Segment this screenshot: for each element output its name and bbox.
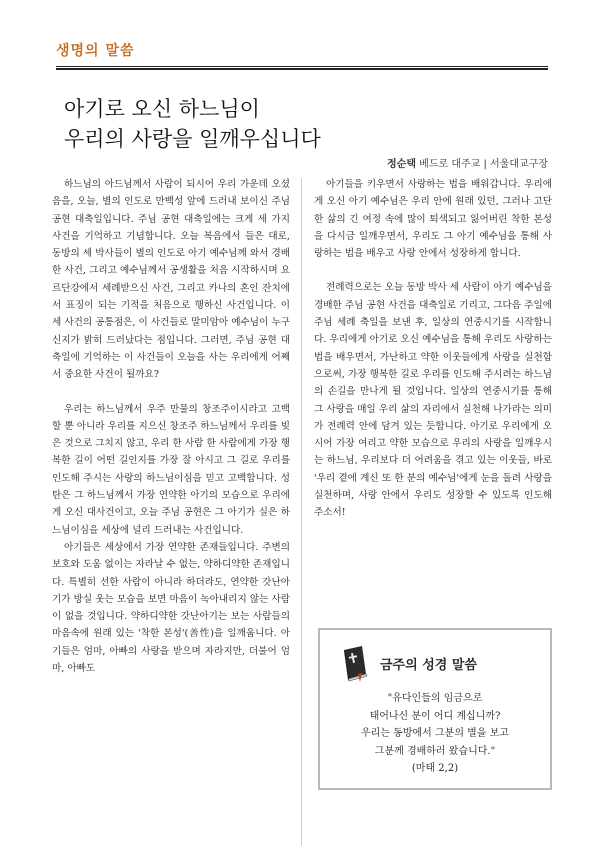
paragraph: 아기들은 세상에서 가장 연약한 존재들입니다. 주변의 보호와 도움 없이는 자라날 수 없는, 약하디약한 존재입니다. 특별히 선한 사람이 아니라 하더라도, 연약한 갓난아기가 방실 웃는 모습을 보면 마음이 녹아내리지 않는 사람이 없을 것입니다. 약하디약한 갓난아기는 보는 사람들의 마음속에 원래 있는 '착한 본성'(善性)을 일깨웁니다. 아기들은 엄마, 아빠의 사랑을 받으며 자라지만, 더불어 엄마, 아빠도: [52, 541, 290, 675]
header-rule: [56, 66, 548, 70]
bible-icon: [340, 644, 370, 682]
verse-citation: (마태 2,2): [411, 763, 459, 774]
byline: [387, 155, 548, 170]
section-tag: 생명의 말씀: [56, 43, 135, 59]
article-title: [64, 94, 321, 154]
paragraph: 하느님의 아드님께서 사람이 되시어 우리 가운데 오셨음을, 오늘, 별의 인도로 만백성 앞에 드러내 보이신 주님공현 대축일입니다. 주님 공현 대축일에는 크게 세 가지 사건을 기억하고 기념합니다. 오늘 복음에서 들은 대로, 동방의 세 박사들이 별의 인도로 아기 예수님께 와서 경배한 사건, 그리고 예수님께서 공생활을 처음 시작하시며 요르단강에서 세례받으신 사건, 그리고 카나의 혼인 잔치에서 표징이 되는 기적을 처음으로 행하신 사건입니다. 이 세 사건의 공통점은, 이 사건들로 말미암아 예수님이 누구신지가 밝히 드러났다는 점입니다. 그러면, 주님 공현 대축일에 기억하는 이 사건들이 오늘을 사는 우리에게 어째서 중요한 사건이 될까요?: [52, 179, 290, 381]
column-divider: [301, 178, 302, 846]
paragraph: 전례력으로는 오늘 동방 박사 세 사람이 아기 예수님을 경배한 주님 공현 사건을 대축일로 기리고, 그다음 주일에 주님 세례 축일을 보낸 후, 일상의 연중시기를 시작합니다. 우리에게 아기로 오신 예수님을 통해 우리도 사랑하는 법을 배우면서, 가난하고 약한 이웃들에게 사랑을 실천함으로써, 가장 행복한 길로 우리를 인도해 주시려는 하느님의 손길을 만나게 될 것입니다. 일상의 연중시기를 통해 그 사랑을 매일 우리 삶의 자리에서 실천해 나가라는 의미가 전례력 안에 담겨 있는 듯합니다. 아기로 우리에게 오시어 가장 여리고 약한 모습으로 우리의 사랑을 일깨우시는 하느님, 우리보다 더 어려움을 겪고 있는 이웃들, 바로 '우리 곁에 계신 또 한 분의 예수님'에게 눈을 돌려 사랑을 실천하며, 사랑 안에서 우리도 성장할 수 있도록 인도해 주소서!: [314, 282, 552, 519]
left-column: [52, 176, 290, 677]
verse-line: "유다인들의 임금으로: [387, 693, 483, 704]
verse-line: 그분께 경배하러 왔습니다.": [374, 745, 496, 757]
verse-heading: 금주의 성경 말씀: [380, 658, 477, 673]
weekly-verse-box: [318, 628, 552, 790]
title-line-2: 우리의 사랑을 일깨우십니다: [64, 127, 321, 151]
author-role: 베드로 대주교 | 서울대교구장: [415, 159, 548, 170]
verse-line: 태어나신 분이 어디 계십니까?: [369, 710, 501, 722]
verse-line: 우리는 동방에서 그분의 별을 보고: [361, 728, 509, 739]
author-name: 정순택: [387, 159, 416, 170]
verse-text: [330, 690, 540, 778]
right-column: [314, 176, 552, 522]
title-line-1: 아기로 오신 하느님이: [64, 97, 260, 121]
paragraph: 아기들을 키우면서 사랑하는 법을 배워갑니다. 우리에게 오신 아기 예수님은 우리 안에 원래 있던, 그러나 고단한 삶의 긴 여정 속에 많이 퇴색되고 잃어버린 착한 본성을 다시금 일깨우면서, 우리도 그 아기 예수님을 통해 사랑하는 법을 배우고 사랑 안에서 성장하게 합니다.: [314, 179, 552, 260]
paragraph: 우리는 하느님께서 우주 만물의 창조주이시라고 고백할 뿐 아니라 우리를 지으신 창조주 하느님께서 우리를 빚은 것으로 그치지 않고, 우리 한 사람 한 사람에게 가장 행복한 길이 어떤 길인지를 가장 잘 아시고 그 길로 우리를 인도해 주시는 사랑의 하느님이심을 믿고 고백합니다. 성탄은 그 하느님께서 가장 연약한 아기의 모습으로 우리에게 오신 대사건이고, 오늘 주님 공현은 그 아기가 실은 하느님이심을 세상에 널리 드러내는 사건입니다.: [52, 403, 290, 536]
